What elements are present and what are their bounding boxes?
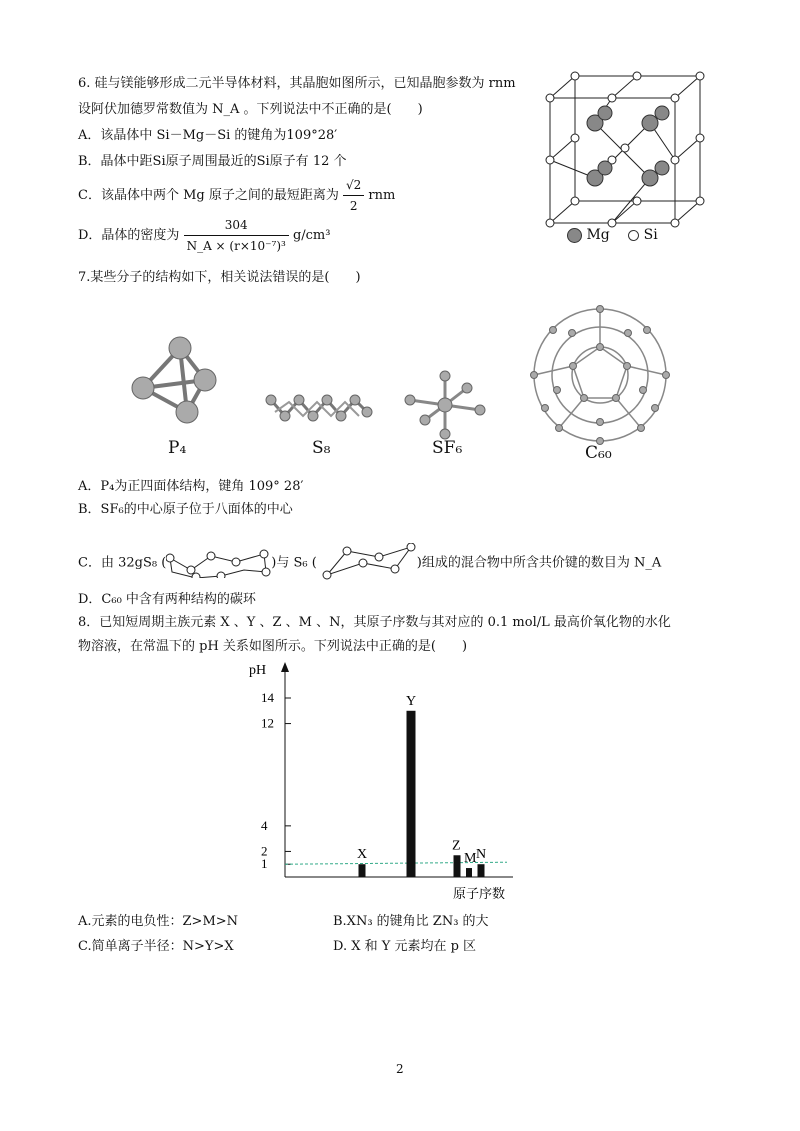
s8-molecule-figure xyxy=(265,388,375,428)
y-tick-label-12: 12 xyxy=(261,715,274,731)
bar-Z xyxy=(454,855,461,877)
bar-label-Y: Y xyxy=(406,693,417,709)
q8-stem-line1: 8．已知短周期主族元素 X 、Y 、Z 、M 、N，其原子序数与其对应的 0.1 mol/L 最高价氧化物的水化 xyxy=(78,615,671,630)
mg-legend-icon xyxy=(567,228,582,243)
q6-option-c-fraction: $\frac{√2}{2}$ xyxy=(343,175,364,216)
q6-option-d-fraction: $\frac{304}{\text{N\_A × (r×10⁻⁷)³}}$ xyxy=(184,215,289,256)
q7-option-a: A．P₄为正四面体结构，键角 109° 28′ xyxy=(78,479,304,494)
y-tick-label-2: 2 xyxy=(261,843,268,859)
bar-label-N: N xyxy=(476,847,487,863)
c60-label: C₆₀ xyxy=(585,443,612,463)
bar-label-Z: Z xyxy=(452,838,461,854)
sf6-molecule-figure xyxy=(400,370,490,440)
q6-option-d-unit: g/cm³ xyxy=(292,228,331,243)
mg-legend-label: Mg xyxy=(586,227,610,243)
q7-option-c-pre: C．由 32gS₈ ( xyxy=(78,555,167,571)
y-tick-label-4: 4 xyxy=(261,817,268,833)
q8-option-a: A.元素的电负性：Z>M>N xyxy=(78,914,239,929)
q7-option-c xyxy=(78,543,661,583)
bar-Y xyxy=(407,711,416,877)
page-number: 2 xyxy=(396,1062,404,1076)
q6-stem-line1: 6. 硅与镁能够形成二元半导体材料，其晶胞如图所示，已知晶胞参数为 rnm xyxy=(78,76,516,91)
p4-label: P₄ xyxy=(168,438,187,458)
q6-option-a: A．该晶体中 Si－Mg－Si 的键角为109°28′ xyxy=(78,128,338,143)
y-tick-label-14: 14 xyxy=(261,690,274,705)
q6-option-c-text: C．该晶体中两个 Mg 原子之间的最短距离为 xyxy=(78,188,339,203)
si-legend-label: Si xyxy=(643,227,658,243)
q6-option-d-text: D．晶体的密度为 xyxy=(78,228,180,243)
bar-label-M: M xyxy=(464,851,477,867)
crystal-cell-figure xyxy=(540,68,720,253)
bar-label-X: X xyxy=(357,847,368,863)
y-axis-arrow xyxy=(281,662,289,672)
s6-ring-figure xyxy=(317,543,417,583)
q7-option-d: D．C₆₀ 中含有两种结构的碳环 xyxy=(78,592,256,607)
si-legend-icon xyxy=(628,230,639,241)
sf6-label: SF₆ xyxy=(432,438,463,458)
crystal-legend xyxy=(567,227,658,243)
bar-X xyxy=(359,864,366,877)
bar-M xyxy=(466,868,472,877)
q6-option-c xyxy=(78,175,395,216)
q8-option-d: D. X 和 Y 元素均在 p 区 xyxy=(333,939,477,954)
q8-option-b: B.XN₃ 的键角比 ZN₃ 的大 xyxy=(333,914,489,929)
y-tick-label-1: 1 xyxy=(261,856,268,872)
q6-option-c-unit: rnm xyxy=(368,188,396,203)
bar-N xyxy=(478,864,485,877)
q7-option-c-mid: )与 S₆ ( xyxy=(271,555,317,571)
q8-option-c: C.简单离子半径：N>Y>X xyxy=(78,939,234,954)
s8-label: S₈ xyxy=(312,438,331,458)
x-axis-label: 原子序数 xyxy=(453,886,506,901)
s8-ring-figure xyxy=(166,548,271,578)
q7-stem: 7.某些分子的结构如下，相关说法错误的是( ) xyxy=(78,270,361,285)
q6-option-b: B．晶体中距Si原子周围最近的Si原子有 12 个 xyxy=(78,154,347,169)
c60-molecule-figure xyxy=(525,300,675,450)
y-axis-label: pH xyxy=(249,663,267,678)
q7-option-c-post: )组成的混合物中所含共价键的数目为 N_A xyxy=(416,555,662,571)
q7-option-b: B．SF₆的中心原子位于八面体的中心 xyxy=(78,502,293,517)
ph-bar-chart xyxy=(245,658,545,903)
q6-option-d xyxy=(78,215,330,256)
q8-stem-line2: 物溶液，在常温下的 pH 关系如图所示。下列说法中正确的是( ) xyxy=(78,639,468,654)
p4-molecule-figure xyxy=(125,330,225,430)
q6-stem-line2: 设阿伏加德罗常数值为 N_A 。下列说法中不正确的是( ) xyxy=(78,102,423,117)
